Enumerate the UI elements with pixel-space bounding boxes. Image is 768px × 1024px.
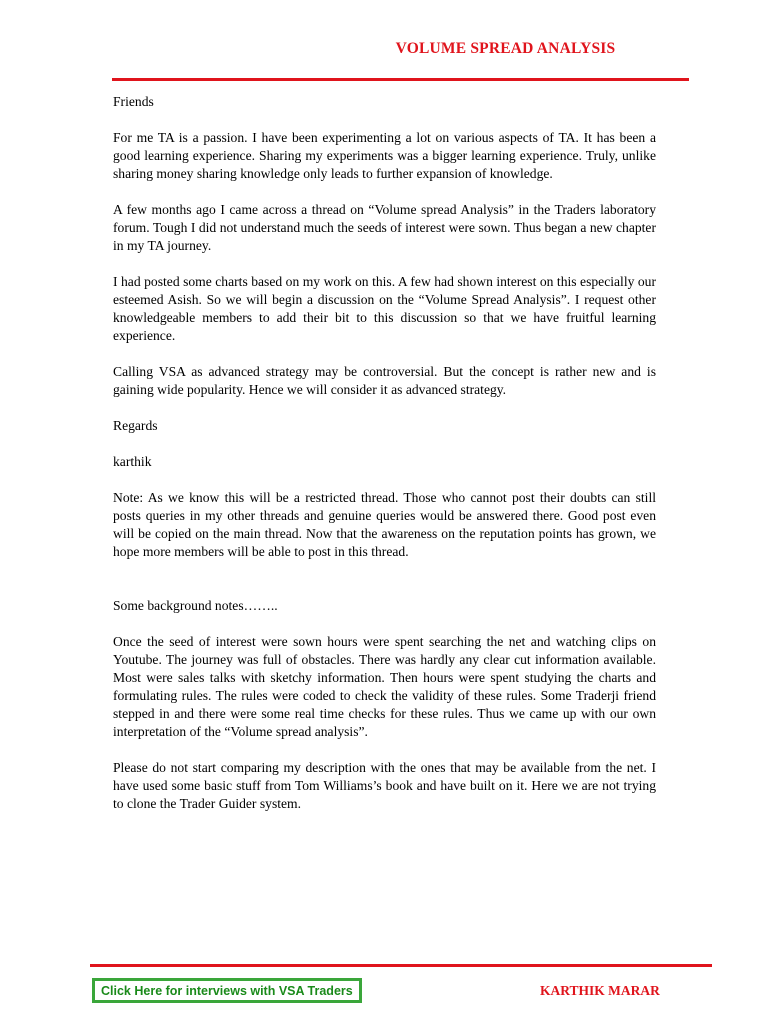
greeting: Friends	[113, 94, 154, 109]
footer-divider	[90, 964, 712, 967]
paragraph: I had posted some charts based on my work on this. A few had shown interest on this especially our esteemed Asish. So we will begin a discussion on the “Volume Spread Analysis”. I request other knowledgeable members to add their bit to this discussion so that we have fruitful learning experience.	[113, 274, 656, 343]
footer-author: KARTHIK MARAR	[540, 983, 660, 998]
background-paragraph: Once the seed of interest were sown hours were spent searching the net and watching clips on Youtube. The journey was full of obstacles. There was hardly any clear cut information available. Most were sales talks with sketchy information. Then hours were spent studying the charts and formulating rules. The rules were coded to check the validity of these rules. Some Traderji friend stepped in and there were some real time checks for these rules. Thus we came up with our own interpretation of the “Volume spread analysis”.	[113, 634, 656, 739]
header-divider	[112, 78, 689, 81]
paragraph: For me TA is a passion. I have been experimenting a lot on various aspects of TA. It has been a good learning experience. Sharing my experiments was a bigger learning experience. Truly, unlike sharing money sharing knowledge only leads to further expansion of knowledge.	[113, 130, 656, 181]
paragraph: Calling VSA as advanced strategy may be controversial. But the concept is rather new and is gaining wide popularity. Hence we will consider it as advanced strategy.	[113, 364, 656, 397]
background-paragraph: Please do not start comparing my description with the ones that may be available from the net. I have used some basic stuff from Tom Williams’s book and have built on it. Here we are not trying to clone the Trader Guider system.	[113, 760, 656, 811]
paragraph: A few months ago I came across a thread on “Volume spread Analysis” in the Traders laboratory forum. Tough I did not understand much the seeds of interest were sown. Thus began a new chapter in my TA journey.	[113, 202, 656, 253]
document-title: VOLUME SPREAD ANALYSIS	[395, 40, 616, 57]
background-heading: Some background notes……..	[113, 598, 278, 613]
signature: karthik	[113, 454, 152, 469]
regards: Regards	[113, 418, 158, 433]
document-body	[113, 93, 656, 831]
vsa-interviews-link[interactable]: Click Here for interviews with VSA Traders	[92, 978, 362, 1003]
note-paragraph: Note: As we know this will be a restricted thread. Those who cannot post their doubts can still posts queries in my other threads and genuine queries would be answered there. Good post even will be copied on the main thread. Now that the awareness on the reputation points has grown, we hope more members will be able to post in this thread.	[113, 490, 656, 559]
